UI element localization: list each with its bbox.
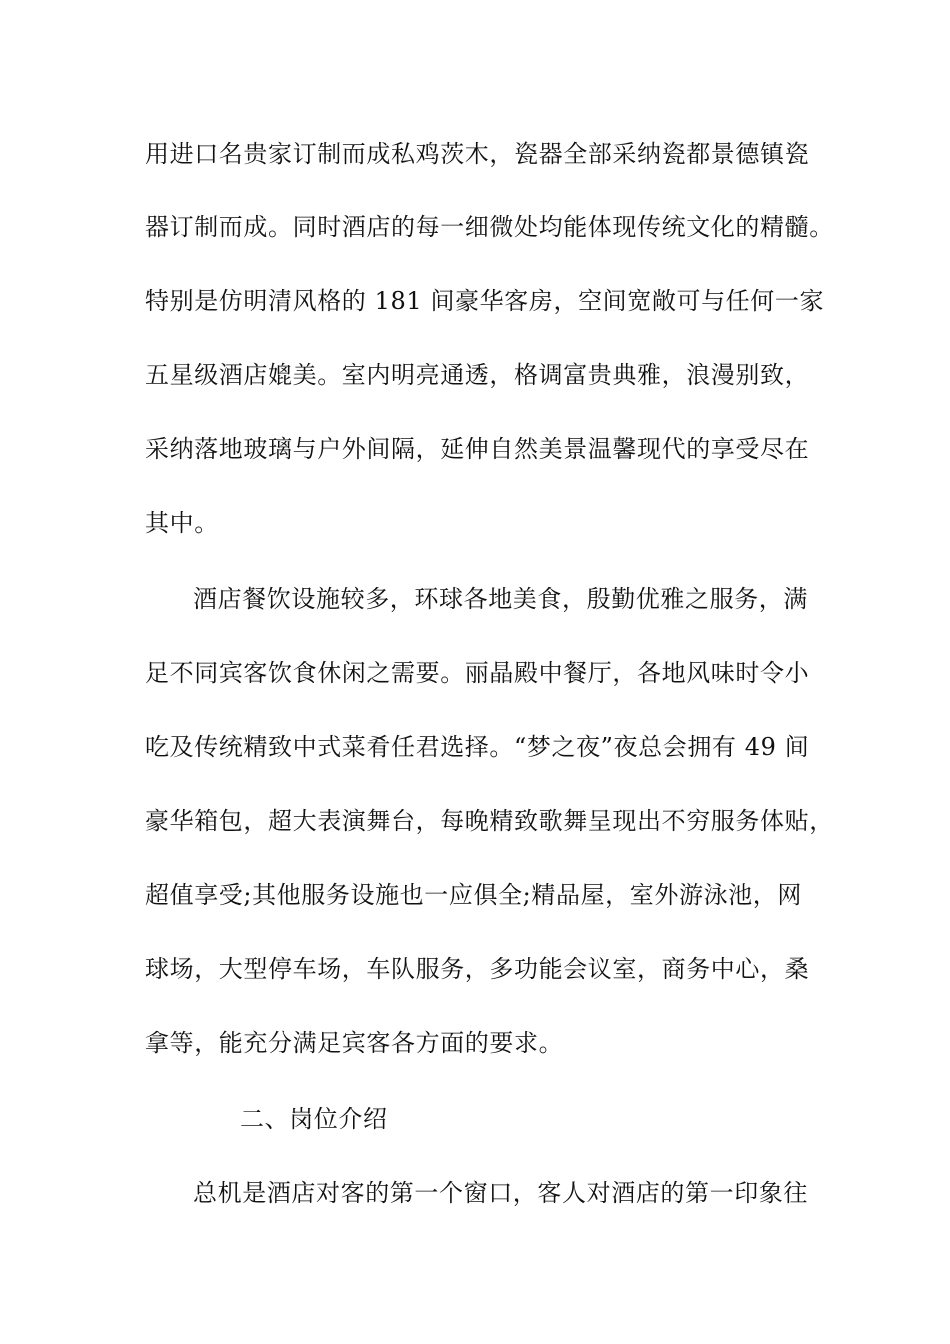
text-line: 其中。 [145,509,219,537]
section-heading: 二、岗位介绍 [240,1105,388,1133]
text-line: 五星级酒店媲美。室内明亮通透，格调富贵典雅，浪漫别致， [145,361,810,389]
text-line: 特别是仿明清风格的 181 间豪华客房，空间宽敞可与任何一家 [145,287,825,315]
text-line: 器订制而成。同时酒店的每一细微处均能体现传统文化的精髓。 [145,213,834,241]
text-line: 豪华箱包，超大表演舞台，每晚精致歌舞呈现出不穷服务体贴， [145,807,834,835]
text-line: 采纳落地玻璃与户外间隔，延伸自然美景温馨现代的享受尽在 [145,435,810,463]
text-line: 拿等，能充分满足宾客各方面的要求。 [145,1029,564,1057]
paragraph-first-line: 总机是酒店对客的第一个窗口，客人对酒店的第一印象往 [193,1179,808,1207]
text-line: 吃及传统精致中式菜肴任君选择。“梦之夜”夜总会拥有 49 间 [145,733,810,761]
paragraph-first-line: 酒店餐饮设施较多，环球各地美食，殷勤优雅之服务，满 [193,585,808,613]
text-line: 足不同宾客饮食休闲之需要。丽晶殿中餐厅，各地风味时令小 [145,659,810,687]
text-line: 超值享受;其他服务设施也一应俱全;精品屋，室外游泳池，网 [145,881,802,909]
text-line: 用进口名贵家订制而成私鸡茨木，瓷器全部采纳瓷都景德镇瓷 [145,140,810,168]
text-line: 球场，大型停车场，车队服务，多功能会议室，商务中心，桑 [145,955,810,983]
